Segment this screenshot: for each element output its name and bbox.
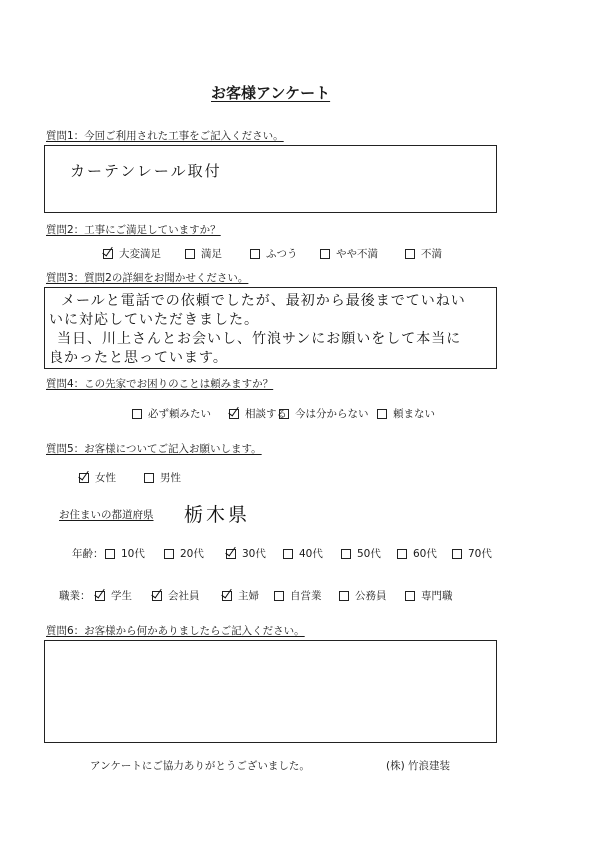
prefecture-value: 栃木県: [184, 504, 251, 526]
age-50s[interactable]: 50代: [341, 546, 381, 561]
checkbox[interactable]: [339, 591, 349, 601]
prefecture-label: お住まいの都道府県: [59, 509, 154, 521]
q3-answer-box[interactable]: [44, 287, 497, 369]
q3-line-3: 当日、川上さんとお会いし、竹浪サンにお願いをして本当に: [57, 331, 462, 347]
q3-line-4: 良かったと思っています。: [49, 350, 228, 366]
checkbox[interactable]: [405, 249, 415, 259]
q2-label: 質問2：工事にご満足していますか？: [46, 224, 221, 236]
age-40s[interactable]: 40代: [283, 546, 323, 561]
q1-label: 質問1：今回ご利用された工事をご記入ください。: [46, 130, 284, 142]
q2-option-5[interactable]: 不満: [405, 246, 442, 261]
age-label: 年齢：: [72, 548, 104, 560]
q2-option-3[interactable]: ふつう: [250, 246, 298, 261]
q4-option-4[interactable]: 頼まない: [377, 406, 435, 421]
checkbox-checked[interactable]: [152, 591, 162, 601]
checkbox-checked[interactable]: [222, 591, 232, 601]
checkbox[interactable]: [144, 473, 154, 483]
job-label: 職業：: [59, 590, 91, 602]
gender-male[interactable]: 男性: [144, 470, 181, 485]
q4-option-2[interactable]: 相談する: [229, 406, 287, 421]
survey-title: お客様アンケート: [211, 84, 331, 102]
q4-option-3[interactable]: 今は分からない: [279, 406, 369, 421]
q3-line-2: いに対応していただきました。: [49, 312, 259, 328]
checkbox[interactable]: [164, 549, 174, 559]
checkbox-checked[interactable]: [226, 549, 236, 559]
footer-thanks: アンケートにご協力ありがとうございました。: [90, 760, 310, 772]
checkbox[interactable]: [132, 409, 142, 419]
checkbox[interactable]: [377, 409, 387, 419]
job-civil-servant[interactable]: 公務員: [339, 588, 387, 603]
age-10s[interactable]: 10代: [105, 546, 145, 561]
footer-company: (株) 竹浪建装: [386, 760, 451, 772]
job-office-worker[interactable]: 会社員: [152, 588, 200, 603]
q4-option-1[interactable]: 必ず頼みたい: [132, 406, 211, 421]
q6-answer-box[interactable]: [44, 640, 497, 743]
checkbox-checked[interactable]: [95, 591, 105, 601]
job-professional[interactable]: 専門職: [405, 588, 453, 603]
checkbox[interactable]: [105, 549, 115, 559]
checkbox[interactable]: [250, 249, 260, 259]
age-20s[interactable]: 20代: [164, 546, 204, 561]
job-self-employed[interactable]: 自営業: [274, 588, 322, 603]
q1-answer-box[interactable]: [44, 145, 497, 213]
q6-label: 質問6：お客様から何かありましたらご記入ください。: [46, 625, 305, 637]
checkbox-checked[interactable]: [79, 473, 89, 483]
checkbox[interactable]: [185, 249, 195, 259]
job-homemaker[interactable]: 主婦: [222, 588, 259, 603]
q5-label: 質問5：お客様についてご記入お願いします。: [46, 443, 262, 455]
checkbox[interactable]: [274, 591, 284, 601]
gender-female[interactable]: 女性: [79, 470, 116, 485]
q2-option-4[interactable]: やや不満: [320, 246, 378, 261]
age-70s[interactable]: 70代: [452, 546, 492, 561]
checkbox[interactable]: [279, 409, 289, 419]
q4-label: 質問4：この先家でお困りのことは頼みますか？: [46, 378, 274, 390]
age-60s[interactable]: 60代: [397, 546, 437, 561]
checkbox-checked[interactable]: [103, 249, 113, 259]
job-student[interactable]: 学生: [95, 588, 132, 603]
checkbox[interactable]: [283, 549, 293, 559]
q1-answer: カーテンレール取付: [70, 162, 222, 180]
checkbox[interactable]: [341, 549, 351, 559]
q3-label: 質問3：質問2の詳細をお聞かせください。: [46, 272, 249, 284]
q2-option-1[interactable]: 大変満足: [103, 246, 161, 261]
checkbox[interactable]: [452, 549, 462, 559]
checkbox-checked[interactable]: [229, 409, 239, 419]
age-30s[interactable]: 30代: [226, 546, 266, 561]
checkbox[interactable]: [405, 591, 415, 601]
q3-line-1: メールと電話での依頼でしたが、最初から最後までていねい: [61, 293, 466, 309]
checkbox[interactable]: [397, 549, 407, 559]
checkbox[interactable]: [320, 249, 330, 259]
q2-option-2[interactable]: 満足: [185, 246, 222, 261]
